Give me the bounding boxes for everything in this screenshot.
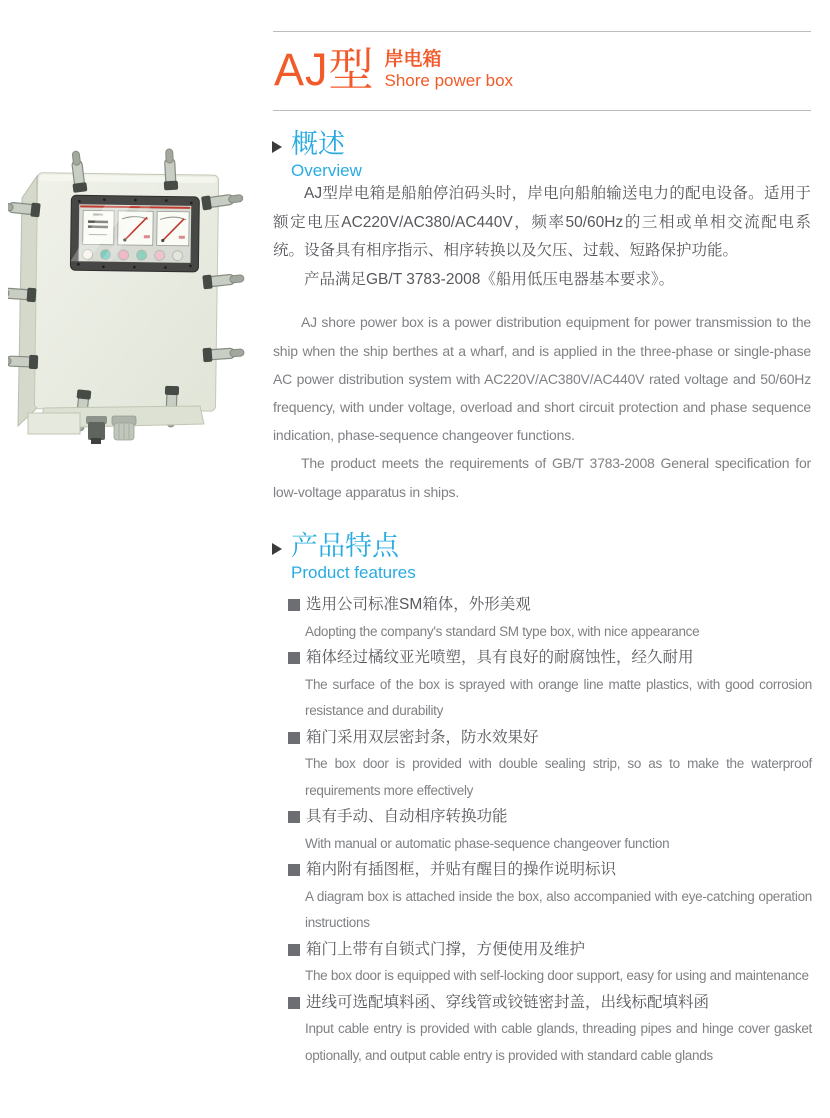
shore-power-box-photo [8, 136, 258, 471]
frequency-meter-icon [157, 211, 189, 245]
overview-paragraph-cn-2: 产品满足GB/T 3783-2008《船用低压电器基本要求》。 [304, 270, 675, 288]
product-name-cn: 岸电箱 [384, 49, 442, 71]
title-divider [273, 110, 811, 111]
feature-text-cn: 进线可选配填料函、穿线管或铰链密封盖，出线标配填料函 [306, 993, 710, 1011]
overview-header [272, 130, 362, 181]
top-divider [273, 31, 811, 32]
product-title-block [274, 46, 513, 93]
feature-text-en: The box door is equipped with self-locking door support, easy for using and maintenance [305, 968, 809, 983]
features-header [272, 532, 416, 583]
feature-item [288, 725, 812, 805]
feature-text-en: With manual or automatic phase-sequence changeover function [305, 835, 670, 851]
feature-item [288, 592, 812, 645]
feature-item [288, 990, 812, 1070]
feature-item [288, 857, 812, 937]
cable-gland-assembly [28, 406, 204, 444]
product-name-en: Shore power box [384, 70, 514, 90]
feature-bullet-icon [288, 811, 300, 823]
feature-text-en: A diagram box is attached inside the box, also accompanied with eye-catching operation instructions [305, 888, 812, 930]
feature-text-cn: 具有手动、自动相序转换功能 [306, 808, 508, 825]
section-marker-triangle-icon [272, 141, 282, 153]
feature-item [288, 804, 812, 857]
section-marker-triangle-icon [272, 543, 282, 555]
feature-bullet-icon [288, 864, 300, 876]
feature-bullet-icon [288, 732, 300, 744]
feature-text-cn: 选用公司标准SM箱体，外形美观 [306, 596, 531, 613]
features-heading-cn: 产品特点 [291, 531, 399, 561]
overview-paragraph-en-1: AJ shore power box is a power distribution equipment for power transmission to the ship when the ship berthes at a wharf, and is applied in the three-phase or single-phase AC power distribution system with AC220V/AC380V/AC440V rated voltage and 50/60Hz frequency, with under voltage, overload and short circuit protection and phase sequence indication, phase-sequence changeover functions. [273, 314, 811, 444]
overview-paragraph-cn-1: AJ型岸电箱是船舶停泊码头时，岸电向船舶输送电力的配电设备。适用于额定电压AC220V/AC380/AC440V，频率50/60Hz的三相或单相交流配电系统。设备具有相序指示、相序转换以及欠压、过载、短路保护功能。 [273, 185, 811, 260]
overview-heading-cn: 概述 [291, 129, 345, 159]
shore-power-box-illustration [8, 136, 258, 471]
feature-text-en: Input cable entry is provided with cable glands, threading pipes and hinge cover gasket optionally, and output cable entry is provided with standard cable glands [305, 1021, 812, 1063]
cable-gland-dark [88, 422, 105, 440]
product-model: AJ型 [274, 44, 375, 95]
box-front-face [34, 173, 218, 412]
feature-item [288, 937, 812, 990]
feature-text-cn: 箱门采用双层密封条，防水效果好 [306, 728, 539, 746]
feature-text-en: Adopting the company's standard SM type box, with nice appearance [305, 623, 700, 639]
feature-item [288, 645, 812, 725]
feature-list [288, 592, 812, 1069]
feature-bullet-icon [288, 652, 300, 664]
overview-text [273, 180, 811, 506]
feature-bullet-icon [288, 599, 300, 611]
feature-text-cn: 箱内附有插图框，并贴有醒目的操作说明标识 [306, 861, 617, 878]
features-heading-en: Product features [291, 562, 416, 582]
feature-text-cn: 箱门上带有自锁式门撑，方便使用及维护 [306, 940, 586, 958]
overview-heading-en: Overview [291, 160, 362, 180]
overview-paragraph-en-2: The product meets the requirements of GB/T 3783-2008 General specification for low-voltage apparatus in ships. [273, 455, 811, 500]
feature-bullet-icon [288, 944, 300, 956]
feature-text-en: The surface of the box is sprayed with orange line matte plastics, with good corrosion resistance and durability [305, 676, 812, 718]
feature-text-cn: 箱体经过橘纹亚光喷塑，具有良好的耐腐蚀性，经久耐用 [306, 649, 694, 666]
feature-bullet-icon [288, 997, 300, 1009]
product-title-sub [385, 49, 514, 91]
meter-window [70, 195, 199, 272]
feature-text-en: The box door is provided with double sealing strip, so as to make the waterproof requirements more effectively [305, 756, 812, 798]
